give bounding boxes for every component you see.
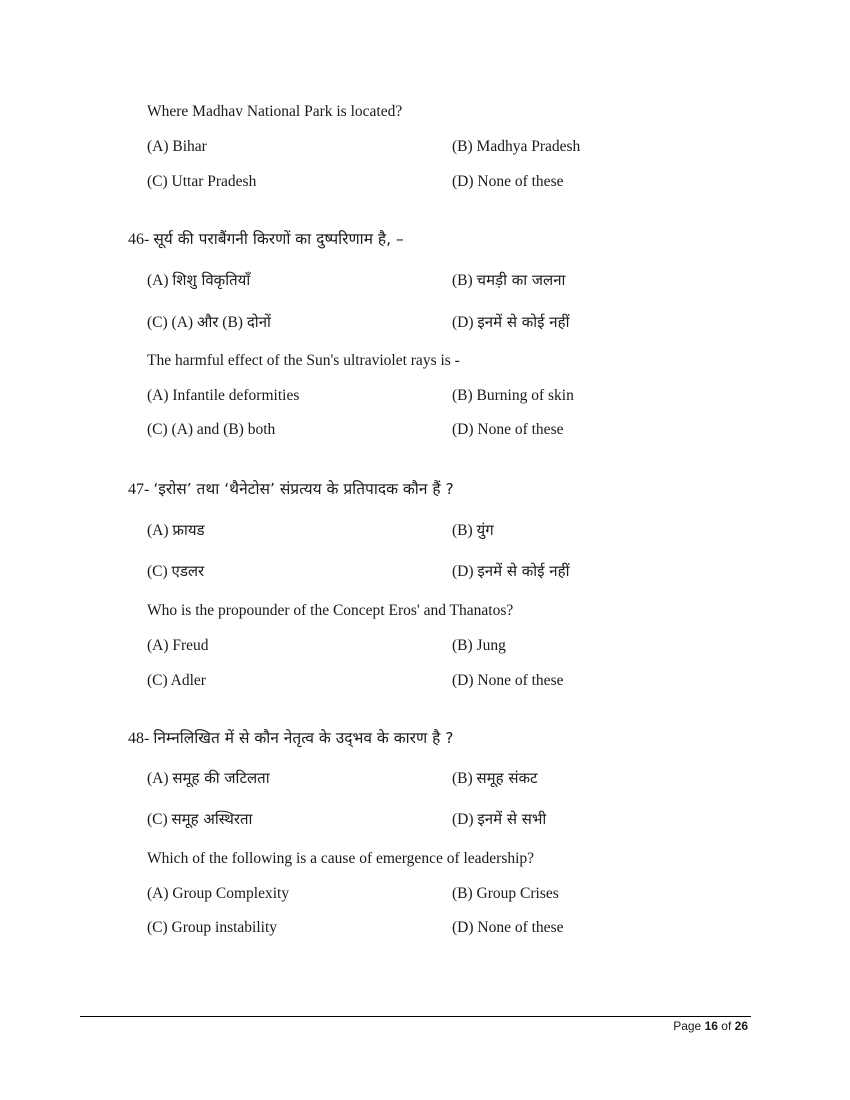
footer-divider [80,1016,751,1017]
q48-en-option-d: (D) None of these [452,919,564,936]
q46-hi-option-b [452,270,565,291]
q48-hi-option-a [147,768,270,789]
q46-hi-option-a [147,270,250,291]
q48-en-option-a: (A) Group Complexity [147,885,290,902]
q46-en-option-c: (C) (A) and (B) both [147,421,276,438]
q48-hi-b-text: समूह संकट [476,769,538,787]
q48-hi-d-label: (D) [452,811,474,828]
q48-hi-option-d [452,809,546,830]
q47-hi-option-a [147,520,205,541]
footer-of-word: of [721,1019,732,1033]
q46-en-option-a: (A) Infantile deformities [147,387,300,404]
q46-hi-c-text: और [196,313,219,331]
q46-hi-c-end: दोनों [246,313,271,331]
q46-hi-c-tail: (B) [222,314,243,331]
q45-en-prompt: Where Madhav National Park is located? [147,103,403,120]
q45-en-option-c: (C) Uttar Pradesh [147,173,257,190]
q47-en-prompt: Who is the propounder of the Concept Eros' and Thanatos? [147,602,514,619]
q47-en-option-b: (B) Jung [452,637,506,654]
q47-hi-prompt: ‘इरोस’ तथा ‘थैनेटोस’ संप्रत्यय के प्रतिपादक कौन हैं ? [153,480,454,498]
q46-hi-option-c [147,312,271,333]
q48-number: 48- [128,730,150,747]
q48-hi-heading [128,727,454,750]
q46-en-prompt: The harmful effect of the Sun's ultraviolet rays is - [147,352,460,369]
q47-en-option-a: (A) Freud [147,637,209,654]
q47-hi-a-label: (A) [147,522,169,539]
q46-en-option-d: (D) None of these [452,421,564,438]
q47-hi-c-label: (C) [147,563,168,580]
footer-page-current: 16 [704,1019,718,1033]
q47-en-option-d: (D) None of these [452,672,564,689]
q48-hi-b-label: (B) [452,770,473,787]
q47-number: 47- [128,481,150,498]
q45-en-option-d: (D) None of these [452,173,564,190]
q47-hi-d-label: (D) [452,563,474,580]
q46-hi-heading [128,228,404,251]
q46-hi-a-label: (A) [147,272,169,289]
q48-hi-option-b [452,768,538,789]
q48-hi-d-text: इनमें से सभी [477,810,547,828]
footer-page-word: Page [673,1019,702,1033]
q47-hi-d-text: इनमें से कोई नहीं [477,562,570,580]
q47-hi-option-d [452,561,569,582]
q46-hi-b-label: (B) [452,272,473,289]
q46-hi-b-text: चमड़ी का जलना [476,271,566,289]
q47-hi-c-text: एडलर [171,562,205,580]
q48-en-option-c: (C) Group instability [147,919,278,936]
footer-page-total: 26 [734,1019,748,1033]
q48-hi-a-text: समूह की जटिलता [172,769,270,787]
q46-hi-d-label: (D) [452,314,474,331]
q47-hi-option-b [452,520,494,541]
q47-hi-b-text: युंग [476,521,494,539]
q48-hi-c-text: समूह अस्थिरता [171,810,253,828]
q48-hi-a-label: (A) [147,770,169,787]
q46-hi-option-d [452,312,569,333]
q47-hi-option-c [147,561,204,582]
q48-en-prompt: Which of the following is a cause of emergence of leadership? [147,850,535,867]
q47-en-option-c: (C) Adler [147,672,206,689]
q48-en-option-b: (B) Group Crises [452,885,559,902]
q46-hi-c-label: (C) (A) [147,314,194,331]
q48-hi-c-label: (C) [147,811,168,828]
q46-hi-d-text: इनमें से कोई नहीं [477,313,570,331]
q48-hi-option-c [147,809,252,830]
q45-en-option-b: (B) Madhya Pradesh [452,138,581,155]
q48-hi-prompt: निम्नलिखित में से कौन नेतृत्व के उद्‌भव के कारण है ? [153,729,454,747]
q46-number: 46- [128,231,150,248]
q46-hi-a-text: शिशु विकृतियाँ [172,271,251,289]
q46-en-option-b: (B) Burning of skin [452,387,574,404]
q47-hi-b-label: (B) [452,522,473,539]
page-footer [673,1019,748,1033]
q47-hi-a-text: फ्रायड [172,521,205,539]
q46-hi-prompt: सूर्य की पराबैंगनी किरणों का दुष्परिणाम है, – [153,230,404,248]
q45-en-option-a: (A) Bihar [147,138,207,155]
q47-hi-heading [128,478,454,501]
